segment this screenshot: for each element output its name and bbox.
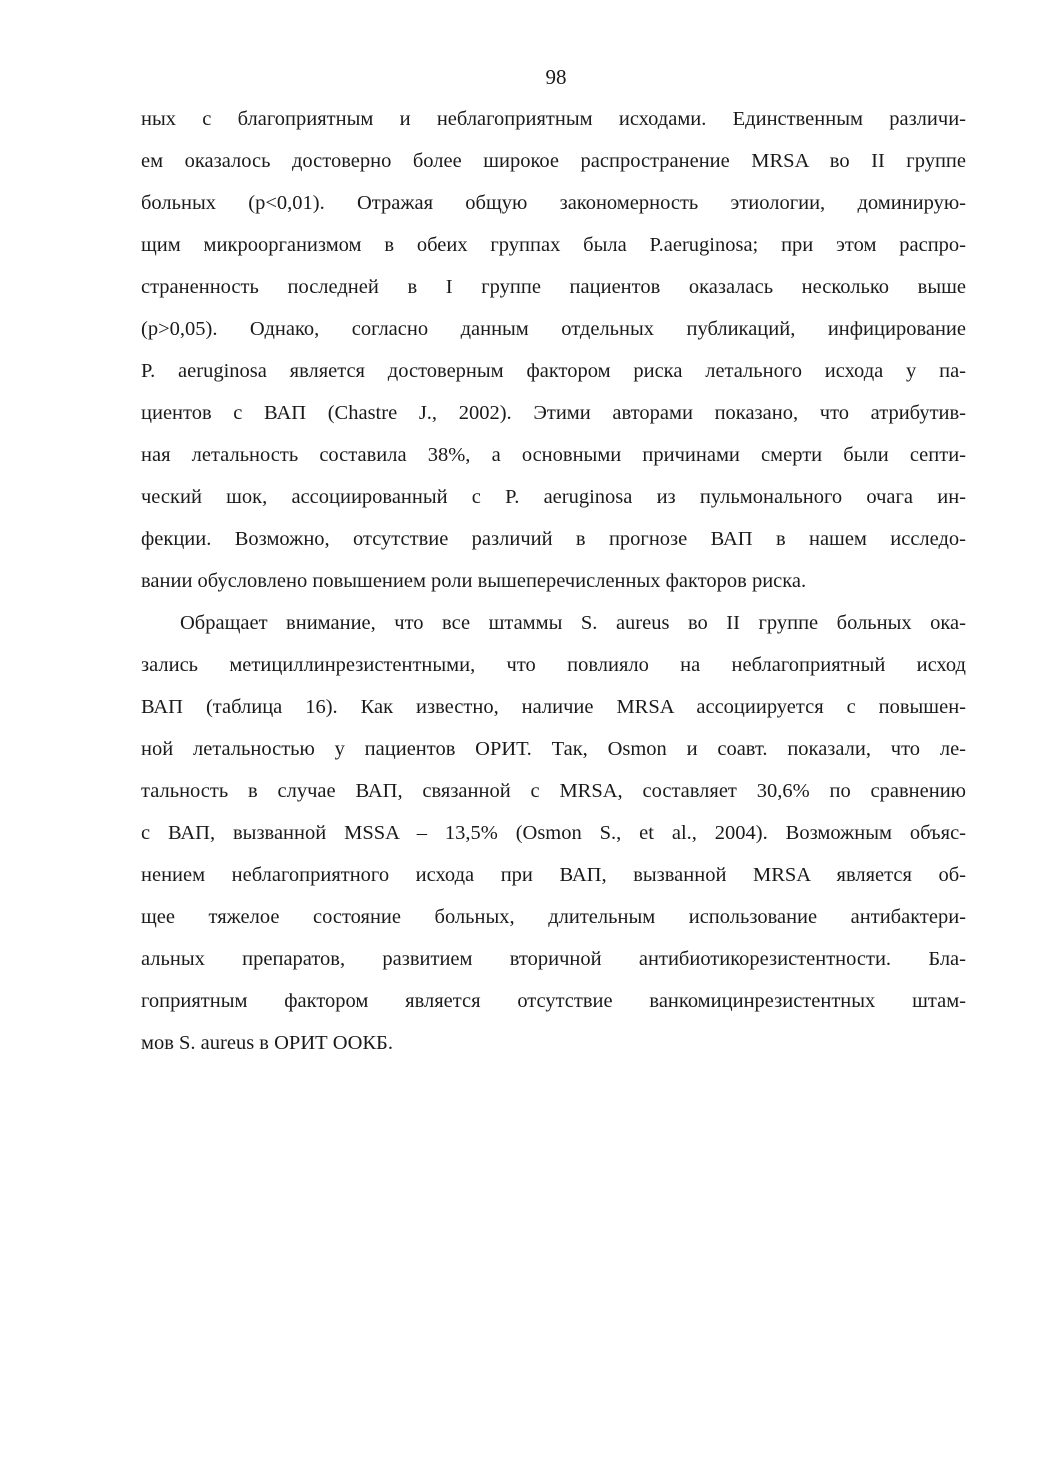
text-line: ная летальность составила 38%, а основными причинами смерти были септи- <box>141 444 966 466</box>
text-line: щее тяжелое состояние больных, длительным использование антибактери- <box>141 906 966 928</box>
text-line: гоприятным фактором является отсутствие ванкомицинрезистентных штам- <box>141 990 966 1012</box>
body-text <box>141 98 966 1064</box>
page-number: 98 <box>545 65 567 89</box>
text-line: ем оказалось достоверно более широкое распространение MRSA во II группе <box>141 150 966 172</box>
text-line: страненность последней в I группе пациентов оказалась несколько выше <box>141 276 966 298</box>
paragraph-1 <box>141 98 966 602</box>
text-line: фекции. Возможно, отсутствие различий в прогнозе ВАП в нашем исследо- <box>141 528 966 550</box>
text-line: больных (р<0,01). Отражая общую закономерность этиологии, доминирую- <box>141 192 966 214</box>
text-line: ческий шок, ассоциированный с P. aeruginosa из пульмонального очага ин- <box>141 486 966 508</box>
text-line: вании обусловлено повышением роли вышеперечисленных факторов риска. <box>141 570 807 592</box>
text-line: с ВАП, вызванной MSSA – 13,5% (Osmon S., et al., 2004). Возможным объяс- <box>141 822 966 844</box>
text-line: ной летальностью у пациентов ОРИТ. Так, Osmon и соавт. показали, что ле- <box>141 738 966 760</box>
text-line: ных с благоприятным и неблагоприятным исходами. Единственным различи- <box>141 108 966 130</box>
text-line: щим микроорганизмом в обеих группах была P.aeruginosa; при этом распро- <box>141 234 966 256</box>
paragraph-2 <box>141 602 966 1064</box>
text-line: тальность в случае ВАП, связанной с MRSA, составляет 30,6% по сравнению <box>141 780 966 802</box>
text-line: P. aeruginosa является достоверным фактором риска летального исхода у па- <box>141 360 966 382</box>
text-line: ВАП (таблица 16). Как известно, наличие MRSA ассоциируется с повышен- <box>141 696 966 718</box>
text-line: зались метициллинрезистентными, что повлияло на неблагоприятный исход <box>141 654 966 676</box>
text-line: нением неблагоприятного исхода при ВАП, вызванной MRSA является об- <box>141 864 966 886</box>
text-line: циентов с ВАП (Chastre J., 2002). Этими авторами показано, что атрибутив- <box>141 402 966 424</box>
text-line: мов S. aureus в ОРИТ ООКБ. <box>141 1032 393 1054</box>
text-line: альных препаратов, развитием вторичной антибиотикорезистентности. Бла- <box>141 948 966 970</box>
text-line: Обращает внимание, что все штаммы S. aureus во II группе больных ока- <box>180 612 966 634</box>
text-line: (р>0,05). Однако, согласно данным отдельных публикаций, инфицирование <box>141 318 966 340</box>
